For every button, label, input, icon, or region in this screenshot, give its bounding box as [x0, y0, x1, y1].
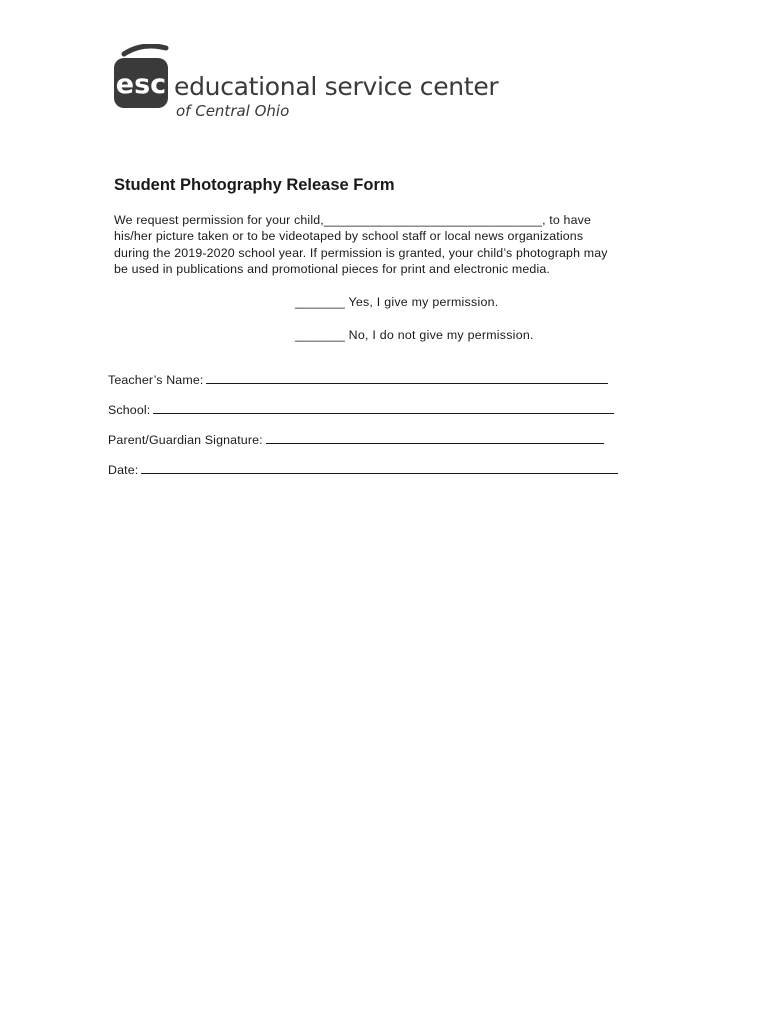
date-label: Date:	[108, 463, 139, 477]
form-title: Student Photography Release Form	[114, 176, 395, 194]
esc-logo-letters: esc	[115, 69, 167, 100]
intro-line: his/her picture taken or to be videotaped by school staff or local news organizations	[114, 229, 584, 244]
teacher-name-field	[108, 372, 608, 387]
school-line[interactable]	[153, 402, 614, 414]
organization-name: educational service center	[174, 72, 499, 101]
permission-yes-option[interactable]: _______ Yes, I give my permission.	[295, 295, 499, 309]
intro-line: We request permission for your child,_______________________________, to have	[114, 213, 592, 227]
esc-logo	[112, 44, 499, 124]
organization-subtitle: of Central Ohio	[176, 102, 290, 120]
school-label: School:	[108, 403, 151, 417]
esc-logo-mark	[112, 44, 170, 110]
intro-line: be used in publications and promotional pieces for print and electronic media.	[114, 261, 550, 276]
date-field	[108, 462, 618, 477]
teacher-name-line[interactable]	[206, 372, 608, 384]
teacher-name-label: Teacher’s Name:	[108, 373, 204, 387]
parent-signature-field	[108, 432, 604, 447]
intro-paragraph	[114, 212, 674, 277]
parent-signature-label: Parent/Guardian Signature:	[108, 433, 263, 447]
intro-line: during the 2019-2020 school year. If permission is granted, your child’s photograph may	[114, 245, 608, 260]
permission-no-option[interactable]: _______ No, I do not give my permission.	[295, 328, 534, 342]
parent-signature-line[interactable]	[266, 432, 604, 444]
school-field	[108, 402, 614, 417]
date-line[interactable]	[141, 462, 618, 474]
